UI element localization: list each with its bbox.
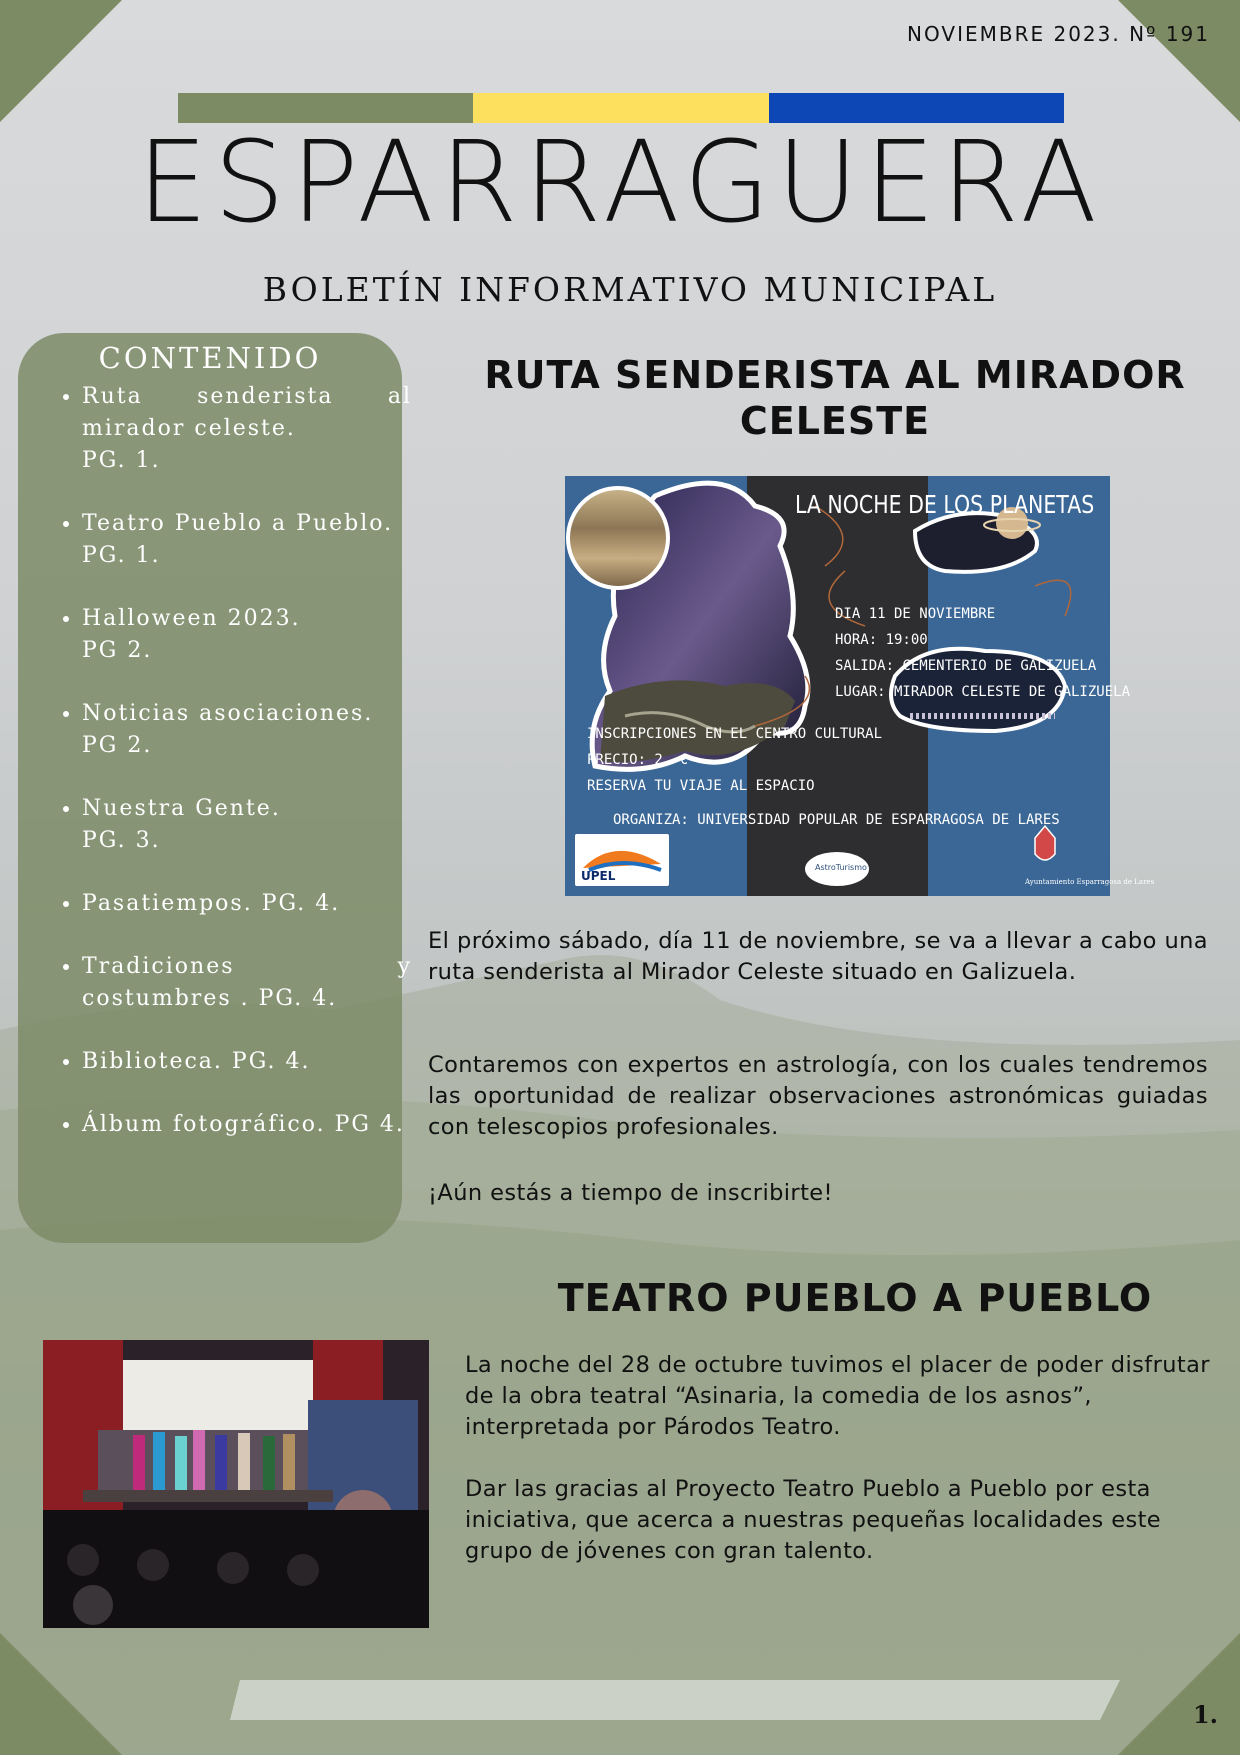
poster-place: LUGAR: MIRADOR CELESTE DE GALIZUELA — [835, 684, 1131, 700]
toc-item-label: Nuestra Gente. — [82, 796, 281, 821]
toc-item-label: Álbum fotográfico. PG 4. — [82, 1112, 405, 1137]
toc-item-page: PG. 1. — [82, 543, 161, 568]
toc-title: CONTENIDO — [98, 341, 322, 375]
toc-item[interactable] — [82, 698, 412, 762]
toc-item-page: PG. 3. — [82, 828, 161, 853]
table-of-contents — [18, 333, 412, 1243]
astroturismo-logo — [805, 852, 869, 886]
event-poster — [565, 476, 1155, 896]
masthead-title: ESPARRAGUERA — [136, 118, 1104, 248]
toc-item[interactable] — [82, 508, 412, 572]
poster-signup: INSCRIPCIONES EN EL CENTRO CULTURAL — [587, 726, 883, 742]
toc-item-label: Teatro Pueblo a Pueblo. — [82, 511, 394, 536]
ayuntamiento-crest-text: Ayuntamiento Esparragosa de Lares — [1025, 878, 1155, 886]
upel-mountain-icon — [575, 834, 669, 874]
toc-item[interactable] — [82, 888, 412, 920]
article-ruta-paragraph-1: El próximo sábado, día 11 de noviembre, se va a llevar a cabo una ruta senderista al Mirador Celeste situado en Galizuela. — [428, 928, 1208, 985]
toc-item-label: Noticias asociaciones. — [82, 701, 374, 726]
theatre-photo — [43, 1340, 429, 1628]
toc-item-label: Halloween 2023. — [82, 606, 301, 631]
poster-departure: SALIDA: CEMENTERIO DE GALIZUELA — [835, 658, 1097, 674]
toc-item[interactable] — [82, 603, 412, 667]
toc-item-label: Pasatiempos. PG. 4. — [82, 891, 341, 916]
toc-item-page: PG 2. — [82, 638, 153, 663]
issue-date: NOVIEMBRE 2023. Nº 191 — [907, 22, 1210, 46]
corner-decoration — [1118, 0, 1240, 122]
poster-date: DIA 11 DE NOVIEMBRE — [835, 606, 996, 622]
corner-decoration — [0, 1633, 122, 1755]
toc-item-label: Biblioteca. PG. 4. — [82, 1049, 311, 1074]
ayuntamiento-crest — [1025, 826, 1155, 892]
theatre-stage-image — [43, 1340, 429, 1628]
astroturismo-logo-text: AstroTurismo — [815, 863, 867, 872]
article-teatro-paragraph-1: La noche del 28 de octubre tuvimos el placer de poder disfrutar de la obra teatral “Asinaria, la comedia de los asnos”, interpretada por Párodos Teatro. — [465, 1352, 1210, 1440]
corner-decoration — [0, 0, 122, 122]
poster-organizer: ORGANIZA: UNIVERSIDAD POPULAR DE ESPARRAGOSA DE LARES — [613, 812, 1060, 828]
toc-item[interactable] — [82, 793, 412, 857]
poster-reserve: RESERVA TU VIAJE AL ESPACIO — [587, 778, 815, 794]
toc-item[interactable] — [82, 381, 412, 477]
article-ruta-paragraph-2: Contaremos con expertos en astrología, con los cuales tendremos las oportunidad de realizar observaciones astronómicas guiadas con telescopios profesionales. — [428, 1052, 1208, 1140]
toc-item[interactable] — [82, 1109, 412, 1141]
poster-price: PRECIO: 2.-€ — [587, 752, 689, 768]
poster-time: HORA: 19:00 — [835, 632, 928, 648]
article-title-teatro: TEATRO PUEBLO A PUEBLO — [557, 1276, 1153, 1320]
toc-list — [56, 381, 412, 1172]
page-number: 1. — [1192, 1700, 1218, 1729]
article-title-ruta: RUTA SENDERISTA AL MIRADOR CELESTE — [484, 353, 1186, 443]
masthead-subtitle: BOLETÍN INFORMATIVO MUNICIPAL — [262, 270, 998, 309]
article-teatro-paragraph-2: Dar las gracias al Proyecto Teatro Pueblo a Pueblo por esta iniciativa, que acerca a nuestras pequeñas localidades este grupo de jóvenes con gran talento. — [465, 1476, 1162, 1564]
toc-item[interactable] — [82, 1046, 412, 1078]
poster-title: LA NOCHE DE LOS PLANETAS — [795, 490, 1095, 519]
toc-item[interactable] — [82, 951, 412, 1015]
toc-item-label: Tradiciones y costumbres . PG. 4. — [82, 954, 412, 1011]
upel-logo — [575, 834, 669, 886]
upel-logo-text: UPEL — [581, 869, 616, 883]
toc-item-page: PG 2. — [82, 733, 153, 758]
corner-decoration — [1118, 1633, 1240, 1755]
toc-item-label: Ruta senderista al mirador celeste. — [82, 384, 412, 441]
article-ruta-paragraph-3: ¡Aún estás a tiempo de inscribirte! — [428, 1180, 833, 1206]
toc-item-page: PG. 1. — [82, 448, 161, 473]
